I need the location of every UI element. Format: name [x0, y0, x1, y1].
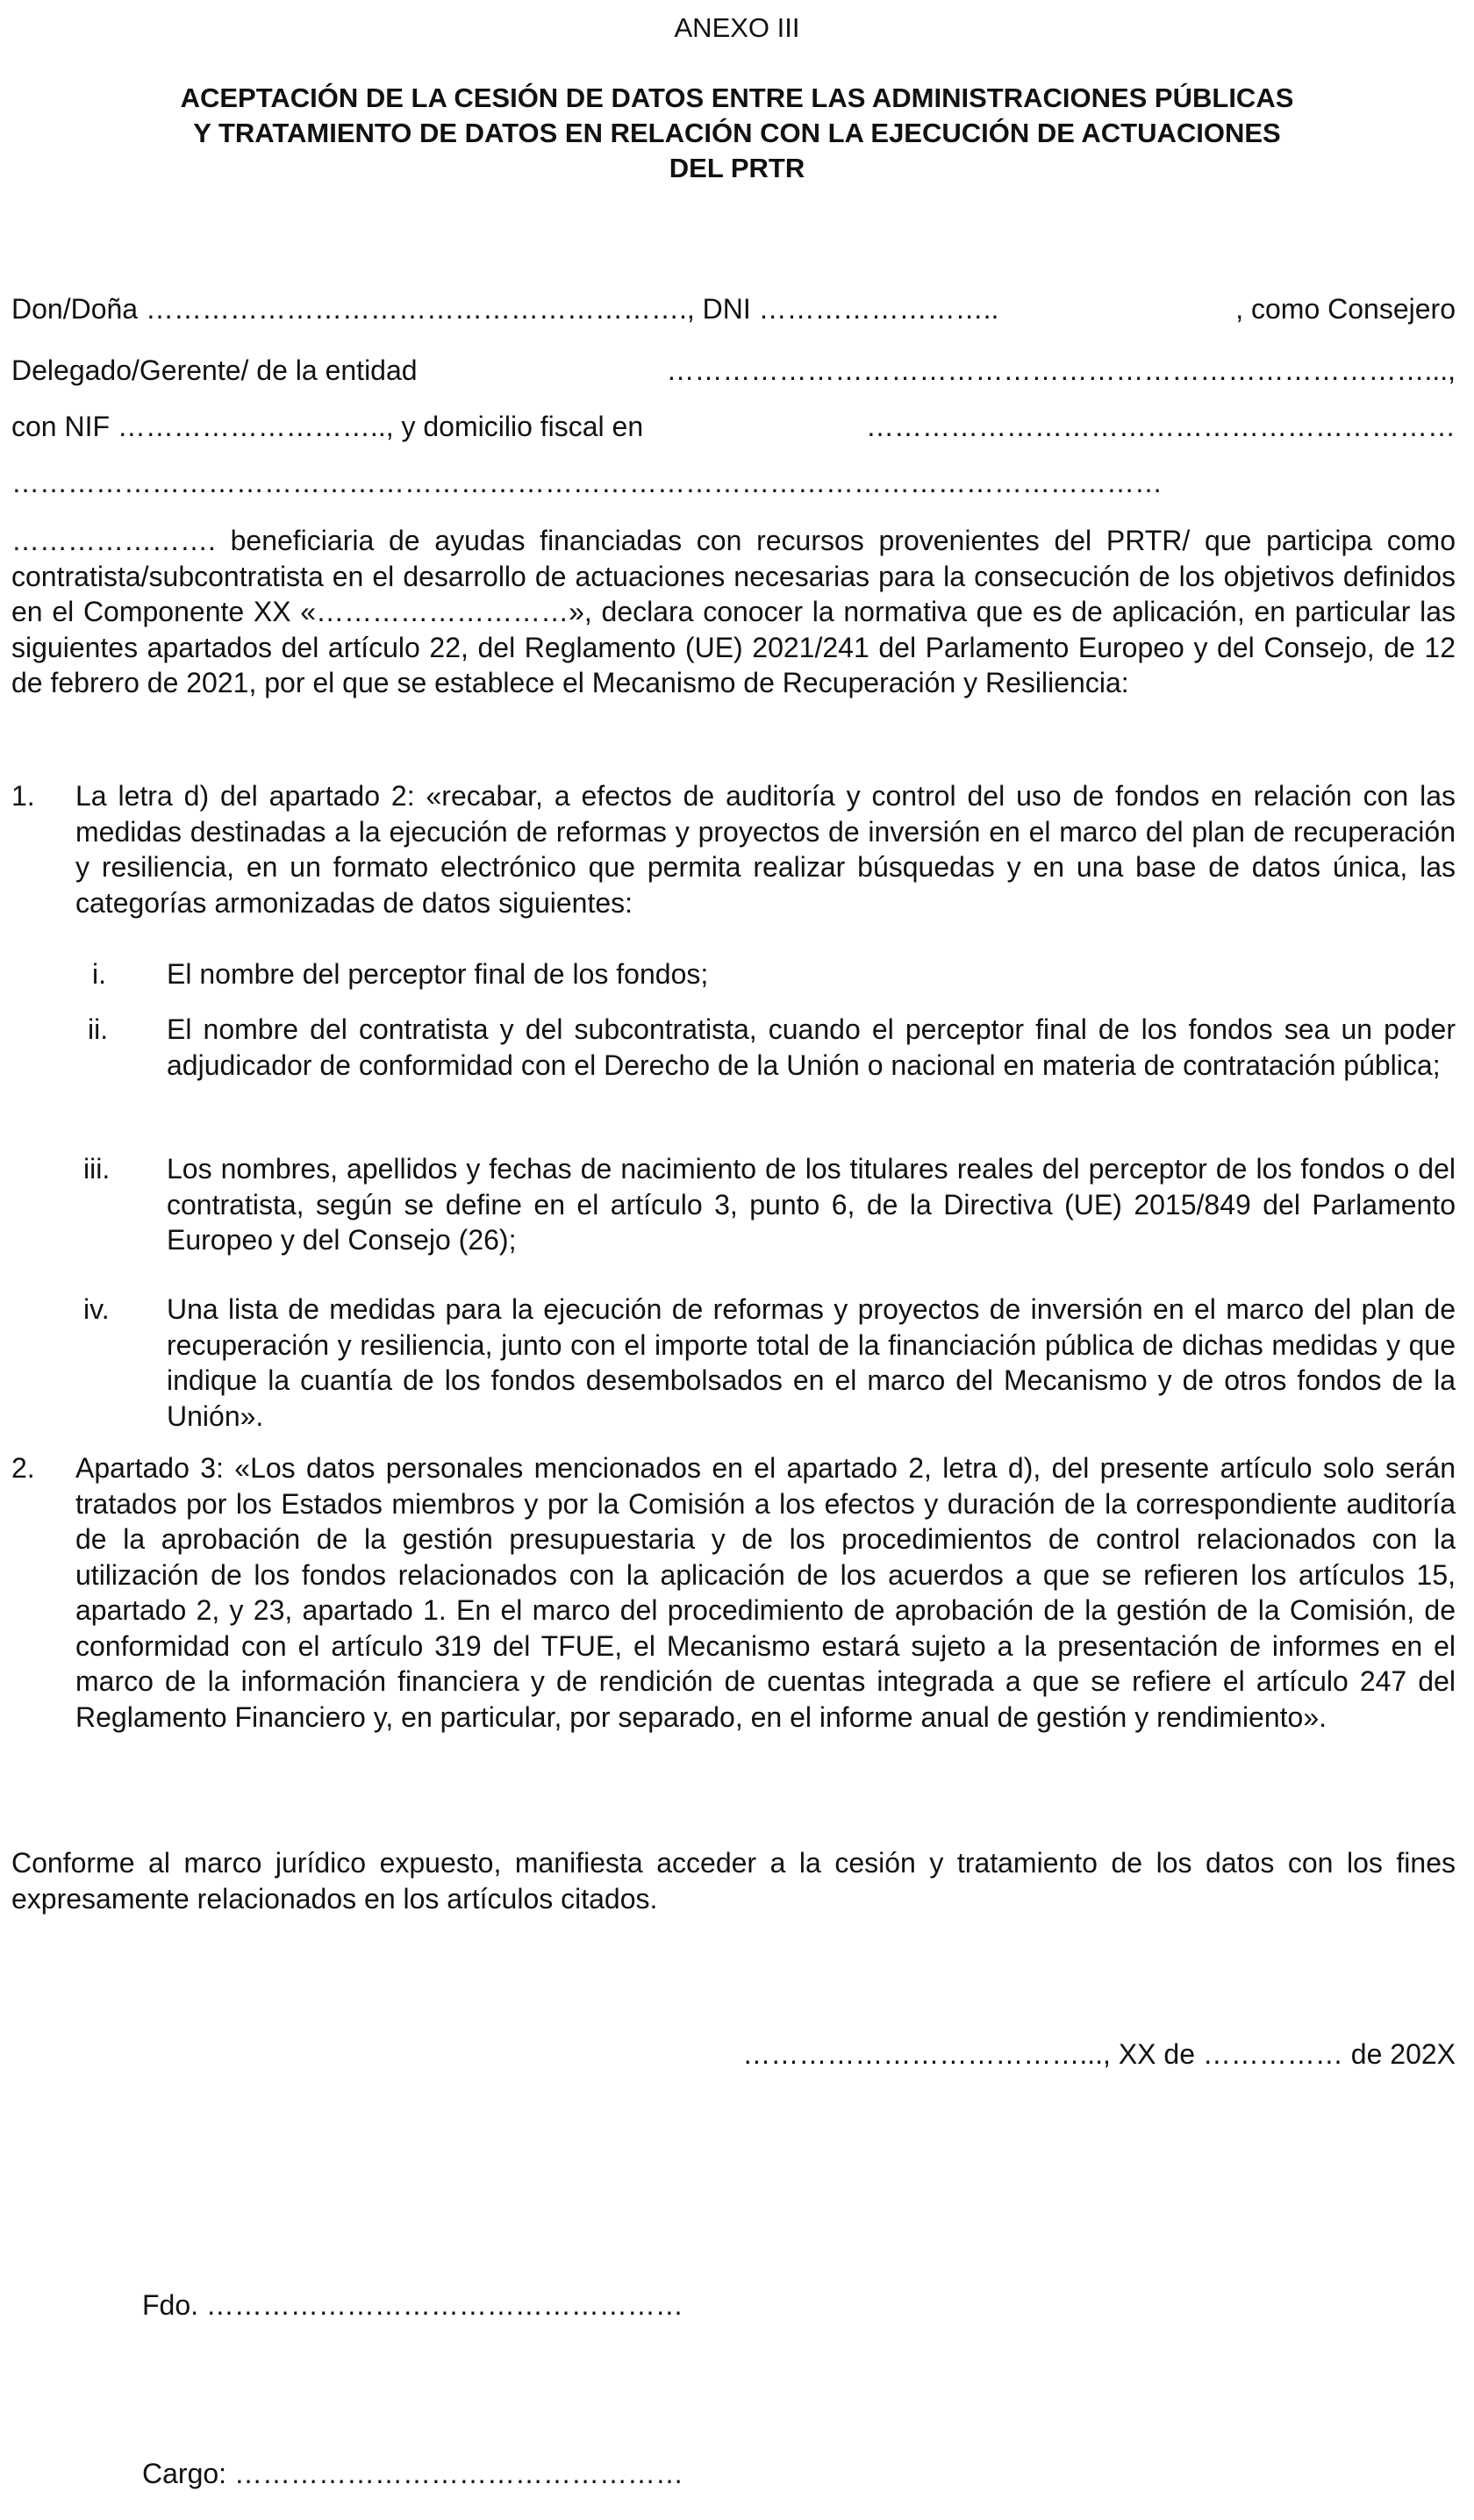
intro-dots: ………………… [11, 525, 208, 556]
subitem-number: ii. [88, 1013, 109, 1045]
component-blank: ……………………… [316, 596, 569, 627]
label-entidad: Delegado/Gerente/ de la entidad [11, 354, 426, 386]
intro-paragraph [11, 523, 1456, 701]
item-number: 1. [11, 780, 35, 812]
form-line-nif [11, 409, 1456, 444]
title-line-3: DEL PRTR [669, 153, 805, 183]
subitem-text: El nombre del perceptor final de los fondos; [167, 958, 709, 990]
subitem-text: Una lista de medidas para la ejecución de reformas y proyectos de inversión en el marco del plan de recuperación y resiliencia, junto con el importe total de la financiación pública de dichas medidas y que indique la cuantía de los fondos desembolsados en el marco del Mecanismo y de otros fondos de la Unión». [167, 1293, 1456, 1432]
dni-blank: …………………….. [758, 293, 999, 325]
title-line-2: Y TRATAMIENTO DE DATOS EN RELACIÓN CON LA EJECUCIÓN DE ACTUACIONES [193, 118, 1281, 148]
date-line [742, 2037, 1456, 2072]
place-blank: ………………………………... [742, 2038, 1104, 2070]
entity-blank: ………………………………………………………………………... [666, 354, 1449, 386]
signature-line [142, 2287, 683, 2323]
cargo-line [142, 2456, 683, 2491]
intro-text-2: », declara conocer la normativa que es de aplicación, en particular las siguientes apartados del artículo 22, del Reglamento (UE) 2021/241 del Parlamento Europeo y del Consejo, de 12 de febrero de 2021, por el que se establece el Mecanismo de Recuperación y Resiliencia: [11, 596, 1456, 698]
document-title [35, 81, 1439, 186]
item-number: 2. [11, 1452, 35, 1484]
comma: , [1448, 354, 1456, 386]
form-line-address-cont [11, 465, 1456, 500]
subitem-text: El nombre del contratista y del subcontratista, cuando el perceptor final de los fondos sea un poder adjudicador de conformidad con el Derecho de la Unión o nacional en materia de contratación pública; [167, 1013, 1456, 1081]
label-domicilio: , y domicilio fiscal en [385, 411, 652, 442]
fdo-label: Fdo. [142, 2289, 206, 2321]
label-dni: , DNI [686, 293, 759, 325]
annex-label: ANEXO III [674, 12, 800, 43]
subitem-number: i. [92, 958, 106, 990]
title-line-1: ACEPTACIÓN DE LA CESIÓN DE DATOS ENTRE LAS ADMINISTRACIONES PÚBLICAS [180, 82, 1294, 113]
subitem-text: Los nombres, apellidos y fechas de nacimiento de los titulares reales del perceptor de los fondos o del contratista, según se define en el artículo 3, punto 6, de la Directiva (UE) 2015/849 del Parlamento Europeo y del Consejo (26); [167, 1153, 1456, 1256]
label-consejero: , como Consejero [1235, 293, 1456, 325]
item-text: La letra d) del apartado 2: «recabar, a efectos de auditoría y control del uso de fondos en relación con las medidas destinadas a la ejecución de reformas y proyectos de inversión en el marco del plan de recuperación y resiliencia, en un formato electrónico que permita realizar búsquedas y en una base de datos única, las categorías armonizadas de datos siguientes: [75, 780, 1456, 919]
intro-text-1: . beneficiaria de ayudas financiadas con recursos provenientes del PRTR/ que participa como contratista/subcontratista en el desarrollo de actuaciones necesarias para la consecución de los objetivos definidos en el Componente XX « [11, 525, 1456, 627]
date-text-2: de 202X [1342, 2038, 1456, 2070]
label-don-dona: Don/Doña [11, 293, 146, 325]
form-line-name [11, 291, 1456, 326]
address-blank: ……………………………………………………… [866, 411, 1456, 442]
form-line-entity [11, 353, 1456, 388]
cargo-label: Cargo: [142, 2458, 234, 2489]
signature-blank: …………………………………………… [205, 2289, 683, 2321]
label-nif: con NIF [11, 411, 118, 442]
subitem-number: iii. [83, 1153, 111, 1185]
address-blank-2: …………………………………………………………………………………………………………… [11, 467, 1163, 498]
date-text-1: , XX de [1103, 2038, 1203, 2070]
name-blank: …………………………………………………. [145, 293, 687, 325]
conclusion-paragraph: Conforme al marco jurídico expuesto, manifiesta acceder a la cesión y tratamiento de los datos con los fines expresamente relacionados en los artículos citados. [11, 1847, 1456, 1915]
nif-blank: ……………………….. [117, 411, 386, 442]
item-text: Apartado 3: «Los datos personales mencionados en el apartado 2, letra d), del presente artículo solo serán tratados por los Estados miembros y por la Comisión a los efectos y duración de la correspondiente auditoría de la aprobación de la gestión presupuestaria y de los procedimientos de control relacionados con la utilización de los fondos relacionados con la aplicación de los acuerdos a que se refieren los artículos 15, apartado 2, y 23, apartado 1. En el marco del procedimiento de aprobación de la gestión de la Comisión, de conformidad con el artículo 319 del TFUE, el Mecanismo estará sujeto a la presentación de informes en el marco de la información financiera y de rendición de cuentas integrada a que se refiere el artículo 247 del Reglamento Financiero y, en particular, por separado, en el informe anual de gestión y rendimiento». [75, 1452, 1456, 1733]
month-blank: …………… [1202, 2038, 1343, 2070]
cargo-blank: ………………………………………… [233, 2458, 683, 2489]
subitem-number: iv. [83, 1293, 110, 1325]
